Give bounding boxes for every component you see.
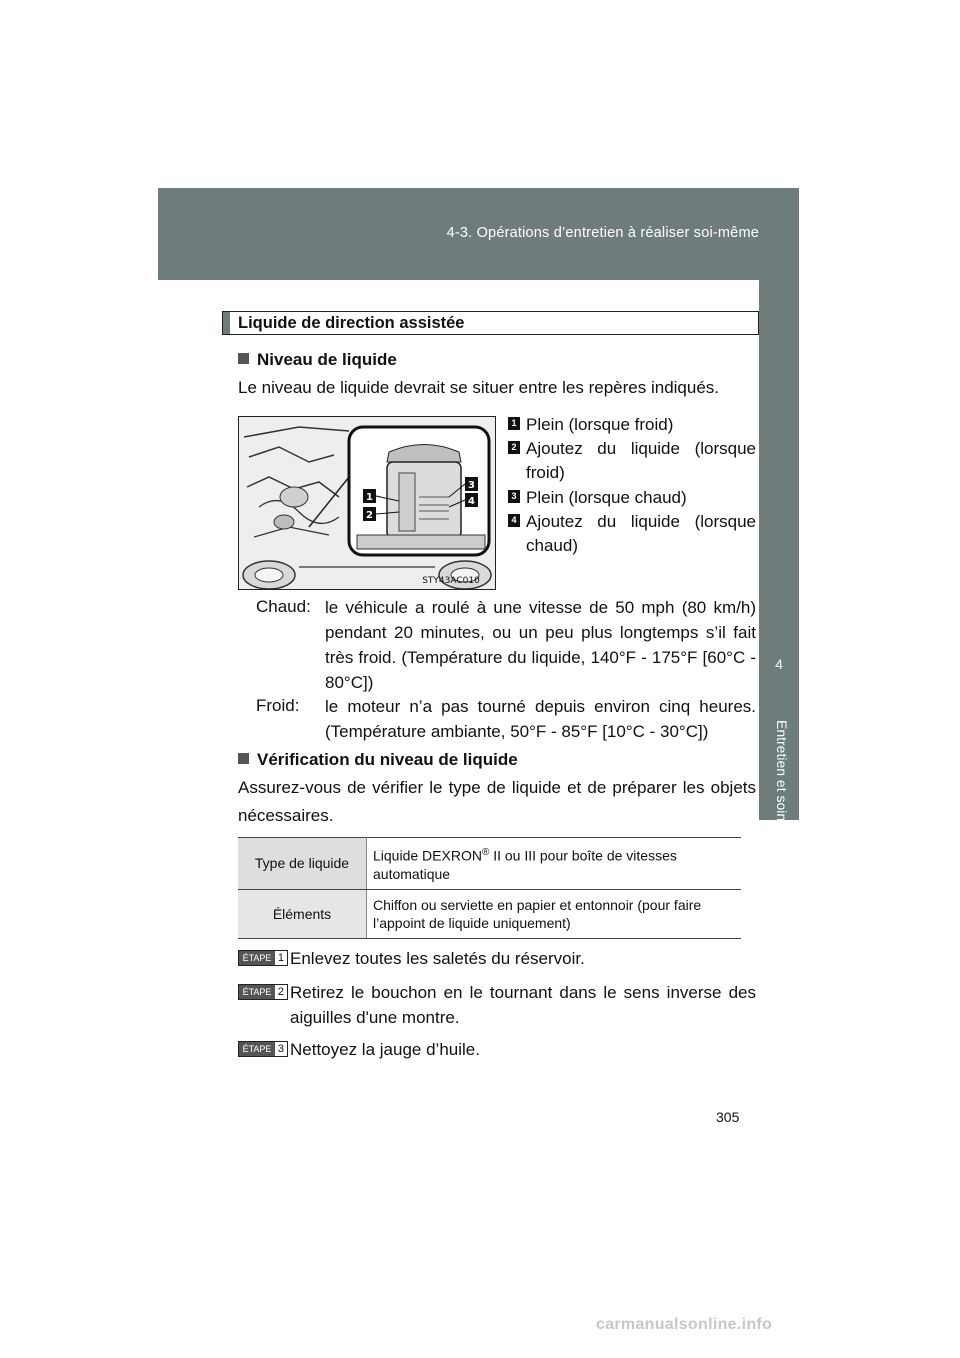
legend-number-badge: 1: [508, 417, 520, 430]
level-intro: Le niveau de liquide devrait se situer entre les repères indiqués.: [238, 378, 720, 397]
table-value: Liquide DEXRON® II ou III pour boîte de vitesses automatique: [367, 838, 742, 890]
chapter-side-tab[interactable]: [759, 280, 799, 829]
section-title: Liquide de direction assistée: [238, 314, 465, 332]
legend-number-badge: 4: [508, 514, 520, 527]
chapter-number: 4: [775, 656, 783, 672]
subheading-check: Vérification du niveau de liquide: [238, 750, 518, 770]
table-row: [238, 889, 741, 938]
step-item: ÉTAPE 3 Nettoyez la jauge d’huile.: [238, 1037, 756, 1062]
definition-term: Froid:: [256, 696, 300, 715]
svg-text:4: 4: [468, 496, 475, 507]
legend-item: 3 Plein (lorsque chaud): [508, 486, 756, 510]
table-label: Éléments: [238, 889, 367, 938]
subheading-level: Niveau de liquide: [238, 350, 397, 370]
legend-item: 2 Ajoutez du liquide (lorsque froid): [508, 437, 756, 485]
legend-number-badge: 3: [508, 490, 520, 503]
fluid-table: [238, 837, 741, 939]
square-bullet-icon: [238, 753, 249, 764]
svg-text:1: 1: [366, 492, 373, 503]
section-title-bar: [222, 311, 759, 335]
step-badge: ÉTAPE 1: [238, 950, 288, 966]
check-intro: Assurez-vous de vérifier le type de liquide et de préparer les objets nécessaires.: [238, 778, 756, 825]
page-number: 305: [716, 1109, 740, 1125]
reservoir-illustration: [238, 416, 496, 590]
square-bullet-icon: [238, 353, 249, 364]
definition-text: le véhicule a roulé à une vitesse de 50 mph (80 km/h) pendant 20 minutes, ou un peu plus longtemps s’il fait très froid. (Température du liquide, 140°F - 175°F [60°C - 80°C]): [325, 598, 756, 692]
definition-text: le moteur n’a pas tourné depuis environ cinq heures. (Température ambiante, 50°F - 85°F [10°C - 30°C]): [325, 697, 756, 741]
legend-item: 1 Plein (lorsque froid): [508, 413, 756, 437]
engine-bay-drawing: [239, 417, 495, 589]
watermark: carmanualsonline.info: [596, 1316, 773, 1333]
step-badge: ÉTAPE 2: [238, 984, 288, 1000]
step-badge: ÉTAPE 3: [238, 1041, 288, 1057]
figure-code: STY43AC010: [422, 576, 480, 586]
definition-term: Chaud:: [256, 597, 311, 616]
table-value: Chiffon ou serviette en papier et entonnoir (pour faire l’appoint de liquide uniquement): [367, 889, 742, 938]
step-item: ÉTAPE 2 Retirez le bouchon en le tournant dans le sens inverse des aiguilles d'une montre.: [238, 980, 756, 1030]
breadcrumb: 4-3. Opérations d’entretien à réaliser soi-même: [446, 225, 759, 241]
legend-number-badge: 2: [508, 441, 520, 454]
table-row: [238, 838, 741, 890]
svg-text:2: 2: [366, 510, 373, 521]
header-band: [158, 188, 799, 280]
svg-text:3: 3: [468, 480, 475, 491]
table-label: Type de liquide: [238, 838, 367, 890]
legend-item: 4 Ajoutez du liquide (lorsque chaud): [508, 510, 756, 558]
step-item: ÉTAPE 1 Enlevez toutes les saletés du réservoir.: [238, 946, 756, 971]
chapter-title: Entretien et soins: [774, 720, 790, 829]
